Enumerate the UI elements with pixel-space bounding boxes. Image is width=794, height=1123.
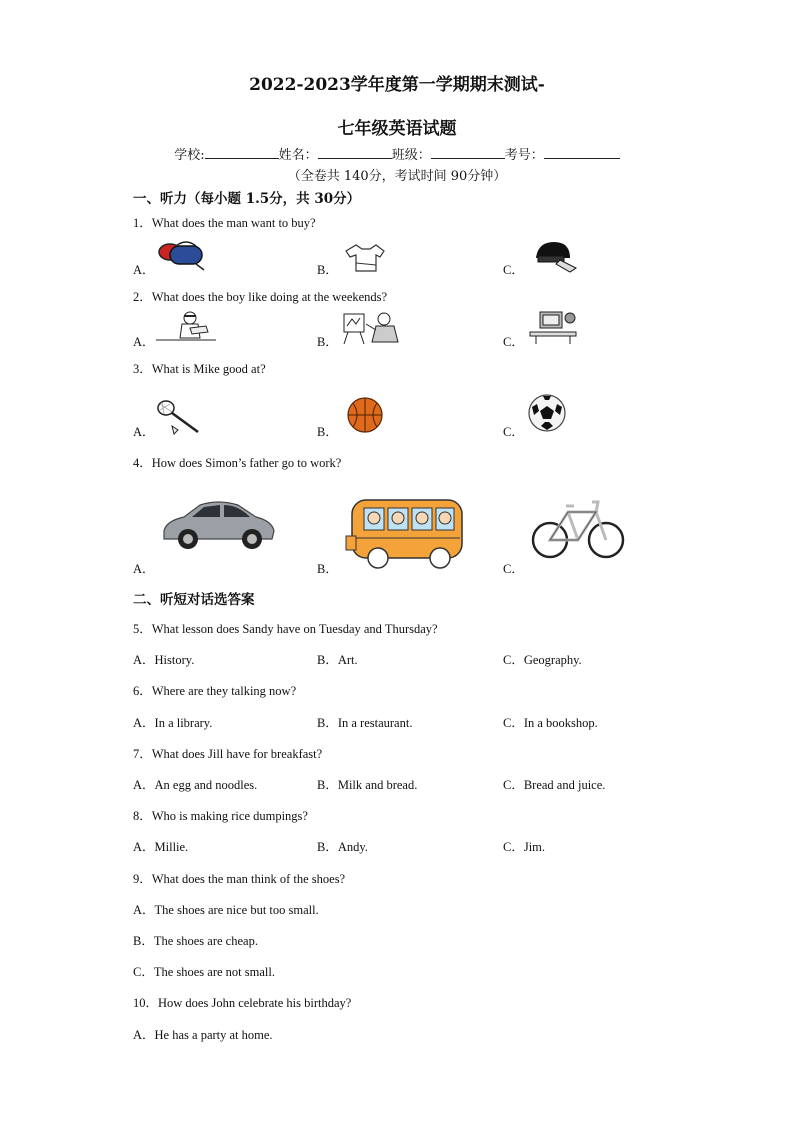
option-c[interactable]: C． [503, 335, 524, 349]
question-stem: 4．How does Simon’s father go to work? [133, 456, 342, 470]
question-stem: 6．Where are they talking now? [133, 684, 297, 698]
option-b[interactable]: B．In a restaurant. [317, 716, 413, 730]
option-a[interactable]: A．History. [133, 653, 195, 667]
question-stem: 5．What lesson does Sandy have on Tuesday and Thursday? [133, 622, 438, 636]
gym-bag-icon [156, 238, 212, 272]
class-blank[interactable] [431, 146, 505, 159]
option-c[interactable]: C．The shoes are not small. [133, 965, 275, 979]
option-b[interactable]: B．Art. [317, 653, 358, 667]
question-stem: 3．What is Mike good at? [133, 362, 266, 376]
option-a[interactable]: A． [133, 562, 155, 576]
number-blank[interactable] [544, 146, 620, 159]
option-a[interactable]: A． [133, 335, 155, 349]
painting-easel-icon [340, 310, 406, 346]
option-c[interactable]: C． [503, 425, 524, 439]
option-a[interactable]: A．Millie. [133, 840, 189, 854]
school-label: 学校: [174, 148, 205, 163]
name-label: 姓名： [278, 148, 318, 163]
option-b[interactable]: B．Andy. [317, 840, 368, 854]
option-c[interactable]: C． [503, 263, 524, 277]
football-icon [527, 393, 567, 433]
question-stem: 9．What does the man think of the shoes? [133, 872, 346, 886]
bicycle-icon [530, 488, 626, 568]
exam-title: 2022-2023学年度第一学期期末测试- [249, 75, 545, 95]
school-bus-icon [344, 494, 470, 574]
number-label: 考号： [504, 148, 544, 163]
option-a[interactable]: A．The shoes are nice but too small. [133, 903, 319, 917]
exam-subtitle: 七年级英语试题 [337, 119, 457, 139]
option-b[interactable]: B．The shoes are cheap. [133, 934, 258, 948]
option-a[interactable]: A．In a library. [133, 716, 213, 730]
option-a[interactable]: A． [133, 425, 155, 439]
option-a[interactable]: A．He has a party at home. [133, 1028, 273, 1042]
option-c[interactable]: C．In a bookshop. [503, 716, 598, 730]
option-b[interactable]: B．Milk and bread. [317, 778, 418, 792]
option-c[interactable]: C．Jim. [503, 840, 546, 854]
question-stem: 8．Who is making rice dumpings? [133, 809, 308, 823]
car-icon [158, 493, 278, 553]
class-label: 班级： [391, 148, 431, 163]
cap-icon [530, 238, 578, 274]
option-a[interactable]: A． [133, 263, 155, 277]
option-a[interactable]: A．An egg and noodles. [133, 778, 258, 792]
option-b[interactable]: B． [317, 263, 338, 277]
computer-icon [526, 308, 580, 344]
section1-heading: 一、听力（每小题 1.5分，共 30分） [133, 191, 361, 207]
section2-heading: 二、听短对话选答案 [133, 592, 255, 608]
question-stem: 7．What does Jill have for breakfast? [133, 747, 323, 761]
question-stem: 1．What does the man want to buy? [133, 216, 316, 230]
badminton-racket-icon [154, 398, 204, 436]
question-stem: 10．How does John celebrate his birthday? [133, 996, 352, 1010]
basketball-icon [346, 396, 384, 434]
school-blank[interactable] [205, 146, 279, 159]
exam-note: （全卷共 140分，考试时间 90分钟） [287, 169, 507, 184]
option-c[interactable]: C．Bread and juice. [503, 778, 606, 792]
name-blank[interactable] [318, 146, 392, 159]
option-c[interactable]: C． [503, 562, 524, 576]
reading-boy-icon [154, 310, 218, 344]
question-stem: 2．What does the boy like doing at the weekends? [133, 290, 388, 304]
option-b[interactable]: B． [317, 562, 338, 576]
option-b[interactable]: B． [317, 335, 338, 349]
option-b[interactable]: B． [317, 425, 338, 439]
student-info-line [0, 144, 794, 163]
option-c[interactable]: C．Geography. [503, 653, 582, 667]
shirt-icon [342, 243, 388, 275]
